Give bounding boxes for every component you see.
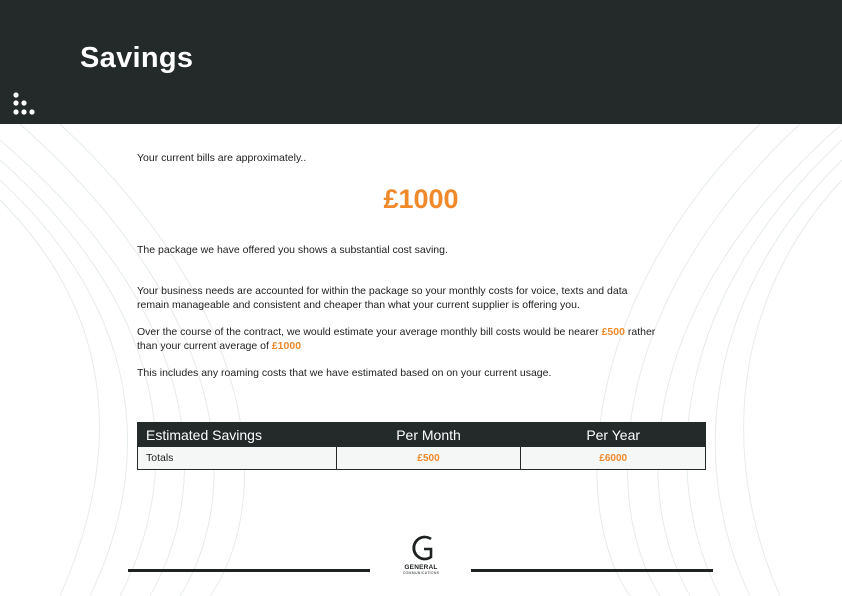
estimate-paragraph	[137, 325, 655, 353]
page-header	[0, 0, 842, 124]
logo-subtext: COMMUNICATIONS	[402, 571, 440, 575]
gc-logo-icon	[404, 532, 438, 564]
estimate-text-3: than your current average of	[137, 340, 272, 352]
totals-label: Totals	[138, 447, 337, 470]
current-bill-amount: £1000	[383, 184, 459, 214]
table-header-row	[138, 423, 706, 447]
per-year-value: £6000	[521, 447, 706, 470]
logo-text	[396, 564, 446, 575]
header-estimated-savings: Estimated Savings	[138, 423, 337, 447]
footer-divider-left	[128, 569, 370, 572]
needs-paragraph	[137, 284, 627, 312]
footer-divider-right	[471, 569, 713, 572]
estimate-new-amount: £500	[601, 326, 625, 338]
savings-table	[137, 422, 706, 470]
needs-line-1: Your business needs are accounted for within the package so your monthly costs for voice, texts and data	[137, 285, 628, 297]
table-row	[138, 447, 706, 470]
page-title: Savings	[80, 42, 194, 74]
estimate-current-amount: £1000	[271, 340, 302, 352]
per-month-value: £500	[336, 447, 521, 470]
estimate-text-1: Over the course of the contract, we would estimate your average monthly bill costs would be nearer	[137, 326, 602, 338]
logo-wordmark: GENERAL	[404, 564, 438, 571]
header-per-year: Per Year	[521, 423, 706, 447]
roaming-text: This includes any roaming costs that we have estimated based on on your current usage.	[137, 367, 552, 379]
intro-text: Your current bills are approximately..	[137, 152, 307, 164]
saving-statement: The package we have offered you shows a substantial cost saving.	[137, 244, 448, 256]
needs-line-2: remain manageable and consistent and cheaper than what your current supplier is offering you.	[137, 299, 580, 311]
header-per-month: Per Month	[336, 423, 521, 447]
estimate-text-2: rather	[624, 326, 656, 338]
company-logo	[396, 532, 446, 576]
dots-logo-icon	[13, 92, 37, 118]
